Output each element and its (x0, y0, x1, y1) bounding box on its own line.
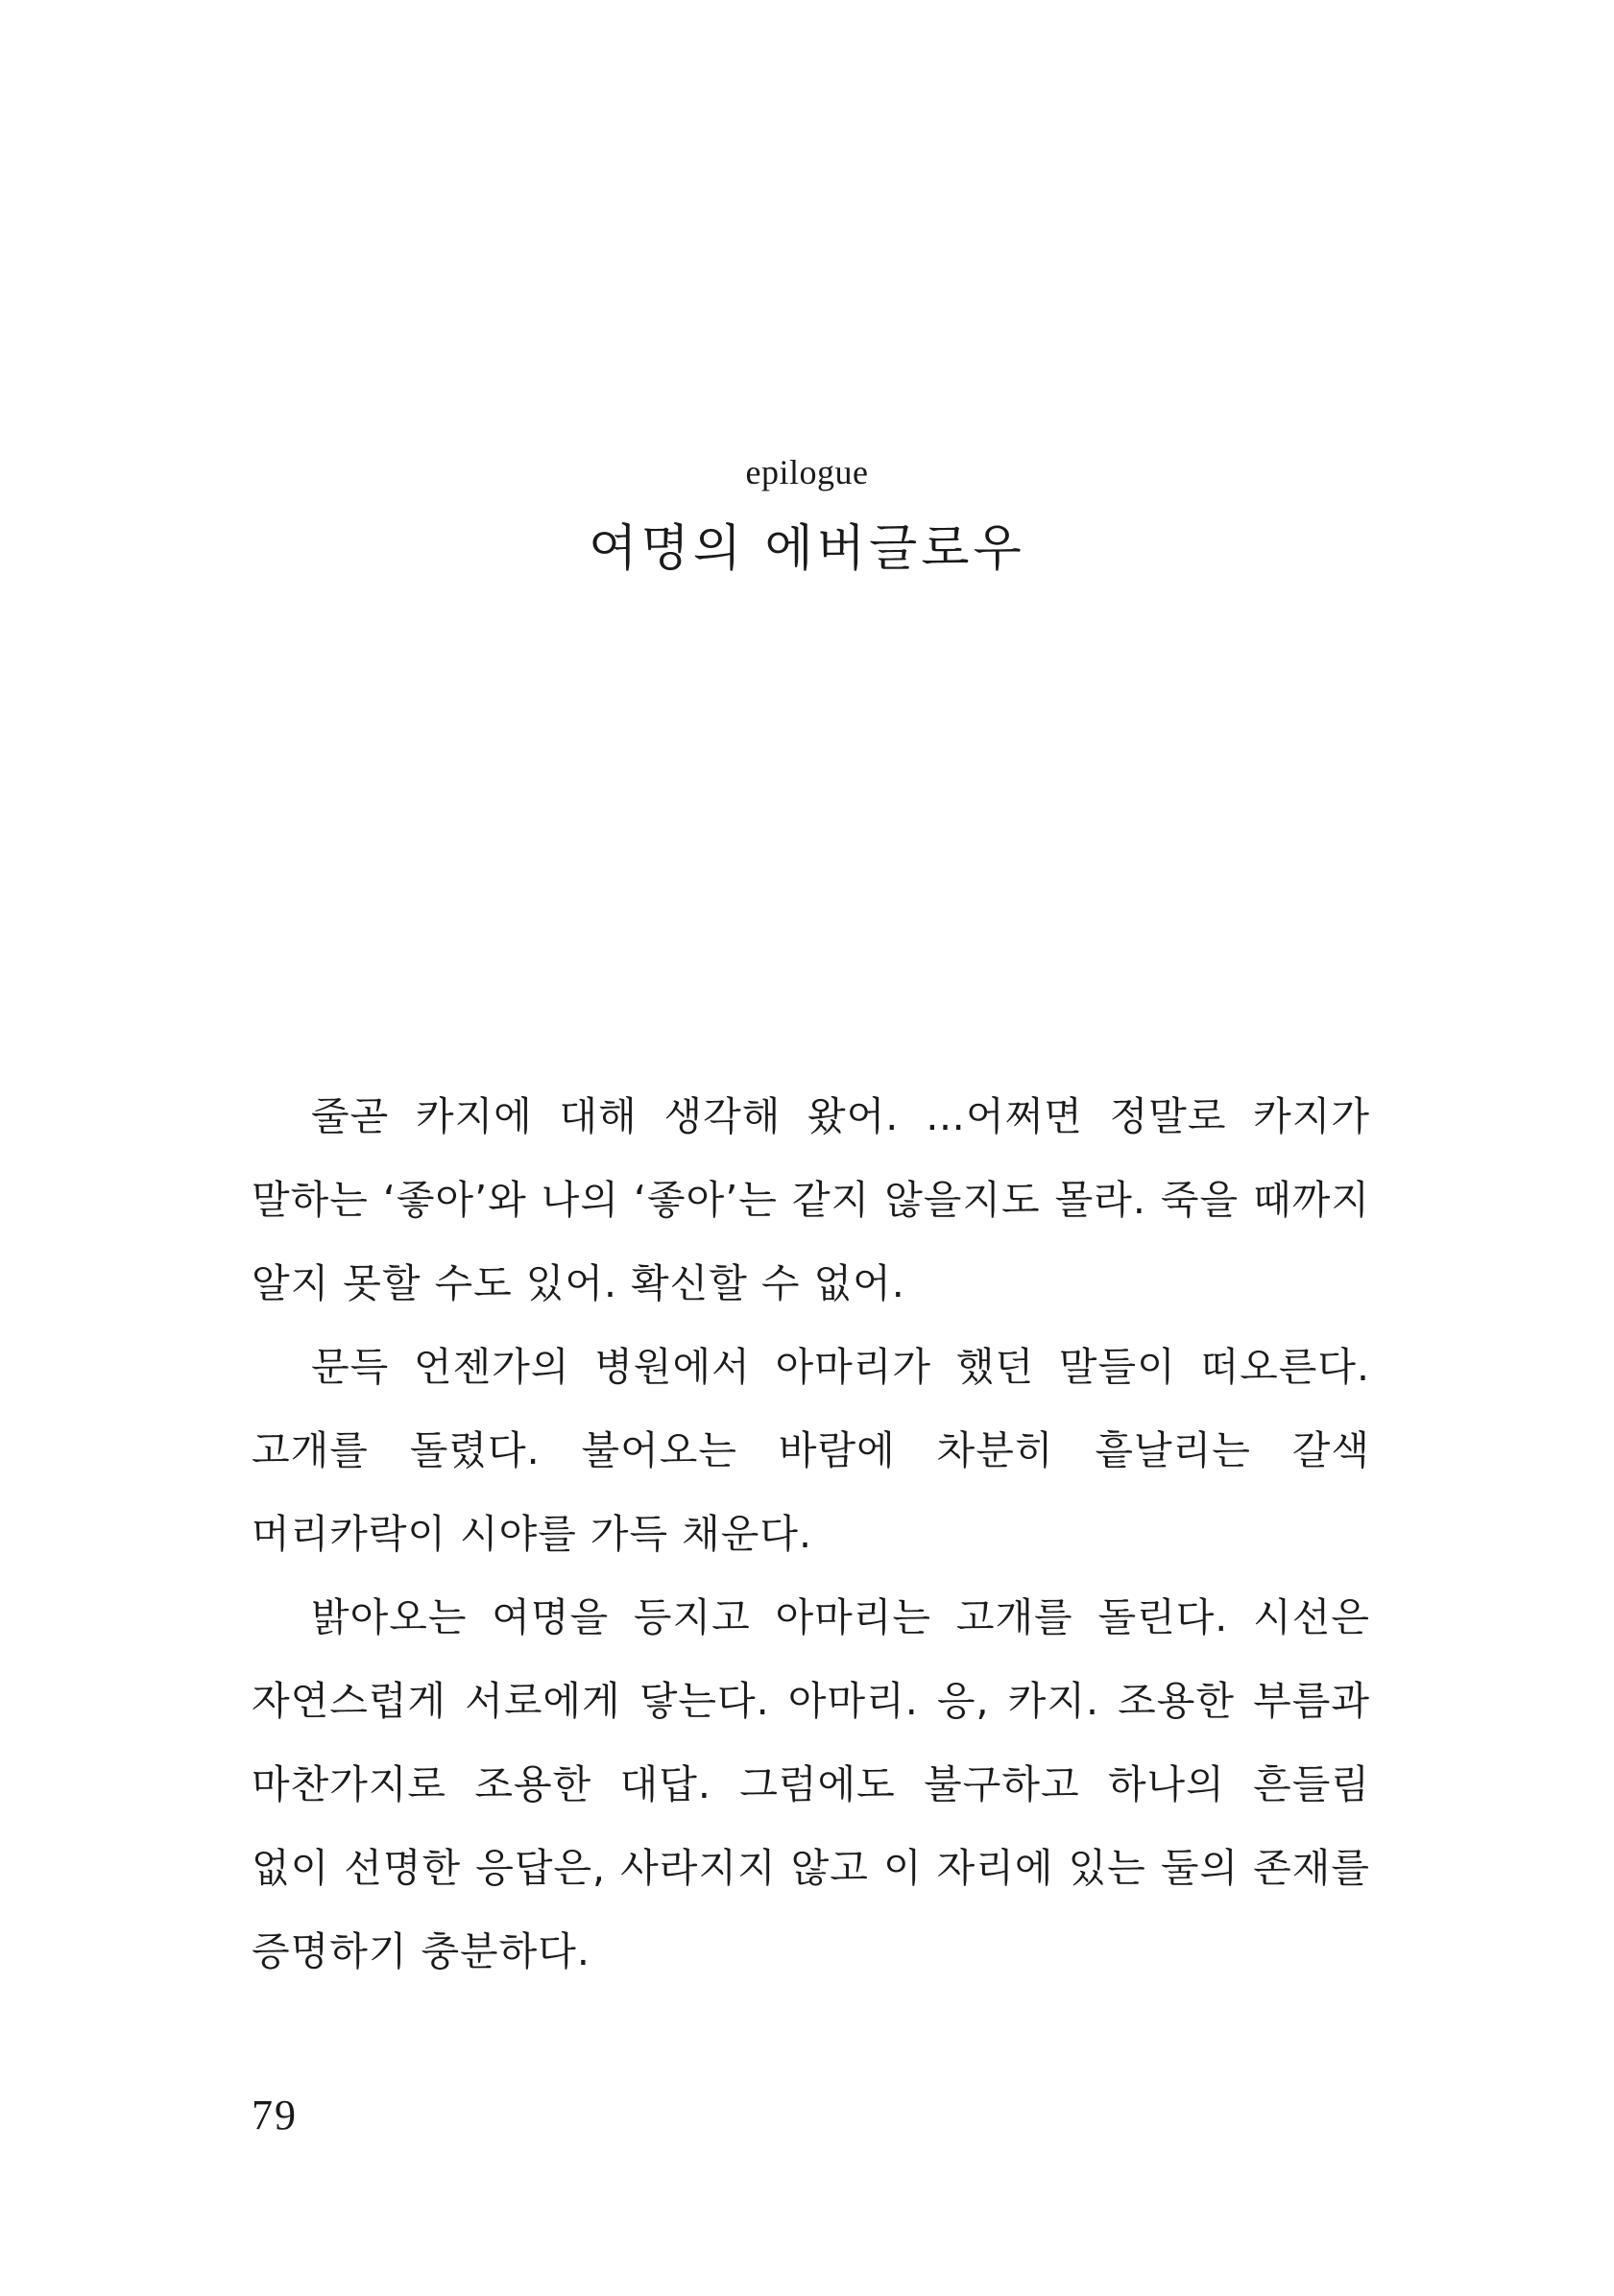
chapter-title: 여명의 에버글로우 (589, 520, 1025, 578)
page-number: 79 (252, 2092, 298, 2139)
chapter-label: epilogue (745, 453, 869, 491)
paragraph: 줄곧 카지에 대해 생각해 왔어. …어쩌면 정말로 카지가 말하는 ‘좋아’와 나의 ‘좋아’는 같지 않을지도 몰라. 죽을 때까지 알지 못할 수도 있어. 확신할 수 없어. (252, 1093, 1370, 1306)
paragraph: 문득 언젠가의 병원에서 아마리가 했던 말들이 떠오른다. 고개를 돌렸다. 불어오는 바람에 차분히 흩날리는 갈색 머리카락이 시야를 가득 채운다. (252, 1344, 1370, 1557)
body-text (252, 1075, 1370, 1994)
paragraph: 밝아오는 여명을 등지고 아마리는 고개를 돌린다. 시선은 자연스럽게 서로에게 닿는다. 아마리. 응, 카지. 조용한 부름과 마찬가지로 조용한 대답. 그럼에도 불구하고 하나의 흔들림 없이 선명한 응답은, 사라지지 않고 이 자리에 있는 둘의 존재를 증명하기 충분하다. (252, 1594, 1370, 1974)
